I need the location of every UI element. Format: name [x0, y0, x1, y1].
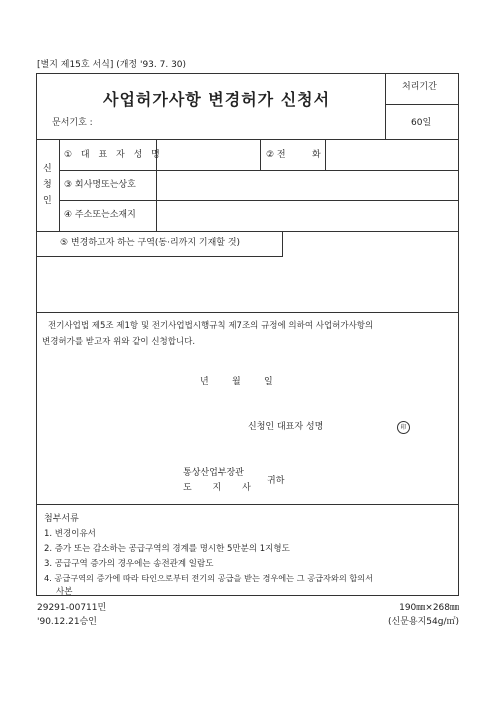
rep-name-field[interactable] — [157, 140, 259, 170]
form-title: 사업허가사항 변경허가 신청서 — [103, 90, 331, 109]
processing-period-label: 처리기간 — [402, 82, 437, 92]
footer-size: 190㎜×268㎜ — [399, 603, 459, 613]
rep-name-label: ① 대 표 자 성 명 — [64, 150, 163, 160]
attachments-title: 첨부서류 — [44, 514, 79, 524]
date-year: 년 — [200, 377, 209, 387]
attachment-item-1: 1. 변경이유서 — [44, 529, 96, 539]
applicant-side-char-3: 인 — [43, 196, 52, 206]
address-label: ④ 주소또는소재지 — [64, 210, 136, 220]
recipient-suffix: 귀하 — [267, 476, 285, 486]
footer-code: 29291-00711민 — [37, 603, 107, 613]
change-area-label: ⑤ 변경하고자 하는 구역(동·리까지 기재할 것) — [60, 238, 241, 248]
company-field[interactable] — [157, 171, 458, 200]
phone-label-2: 화 — [312, 150, 321, 160]
attachments-top-line — [36, 504, 459, 505]
change-area-field[interactable] — [37, 257, 458, 311]
change-area-label-divider — [282, 231, 283, 256]
phone-field[interactable] — [326, 140, 458, 170]
declaration-line-2: 변경허가를 받고자 위와 같이 신청합니다. — [42, 337, 196, 347]
company-label: ③ 회사명또는상호 — [64, 180, 136, 190]
form-label: [별지 제15호 서식] (개정 '93. 7. 30) — [37, 60, 187, 70]
title-divider — [385, 73, 386, 139]
recipient-minister: 통상산업부장관 — [183, 468, 244, 478]
applicant-bottom-line — [36, 231, 459, 232]
change-area-bottom-line — [36, 312, 459, 313]
date-month: 월 — [232, 377, 241, 387]
seal-mark: 印 — [397, 421, 410, 434]
phone-left-divider — [260, 139, 261, 170]
signer-label: 신청인 대표자 성명 — [248, 422, 324, 432]
date-day: 일 — [264, 377, 273, 387]
address-field[interactable] — [157, 201, 458, 231]
attachment-item-4-cont: 사본 — [56, 587, 73, 597]
attachment-item-3: 3. 공급구역 증가의 경우에는 송전관계 일람도 — [44, 559, 214, 569]
declaration-line-1: 전기사업법 제5조 제1항 및 전기사업법시행규칙 제7조의 규정에 의하여 사업허가사항의 — [48, 321, 374, 331]
attachment-item-2: 2. 증가 또는 감소하는 공급구역의 경계를 명시한 5만분의 1지형도 — [44, 544, 290, 554]
doc-number-label: 문서기호 : — [52, 118, 93, 128]
applicant-side-char-2: 청 — [43, 180, 52, 190]
phone-label: ② 전 — [266, 150, 286, 160]
period-divider — [385, 104, 459, 105]
footer-approval: '90.12.21승인 — [37, 617, 97, 627]
processing-period-value: 60일 — [411, 118, 432, 128]
attachment-item-4: 4. 공급구역의 증가에 따라 타인으로부터 전기의 공급을 받는 경우에는 그 공급자와의 합의서 — [44, 573, 374, 583]
applicant-side-char-1: 신 — [43, 164, 52, 174]
applicant-side-divider — [59, 139, 60, 231]
footer-paper: (신문용지54g/㎡) — [388, 617, 459, 627]
recipient-governor: 도 지 사 — [183, 483, 260, 493]
